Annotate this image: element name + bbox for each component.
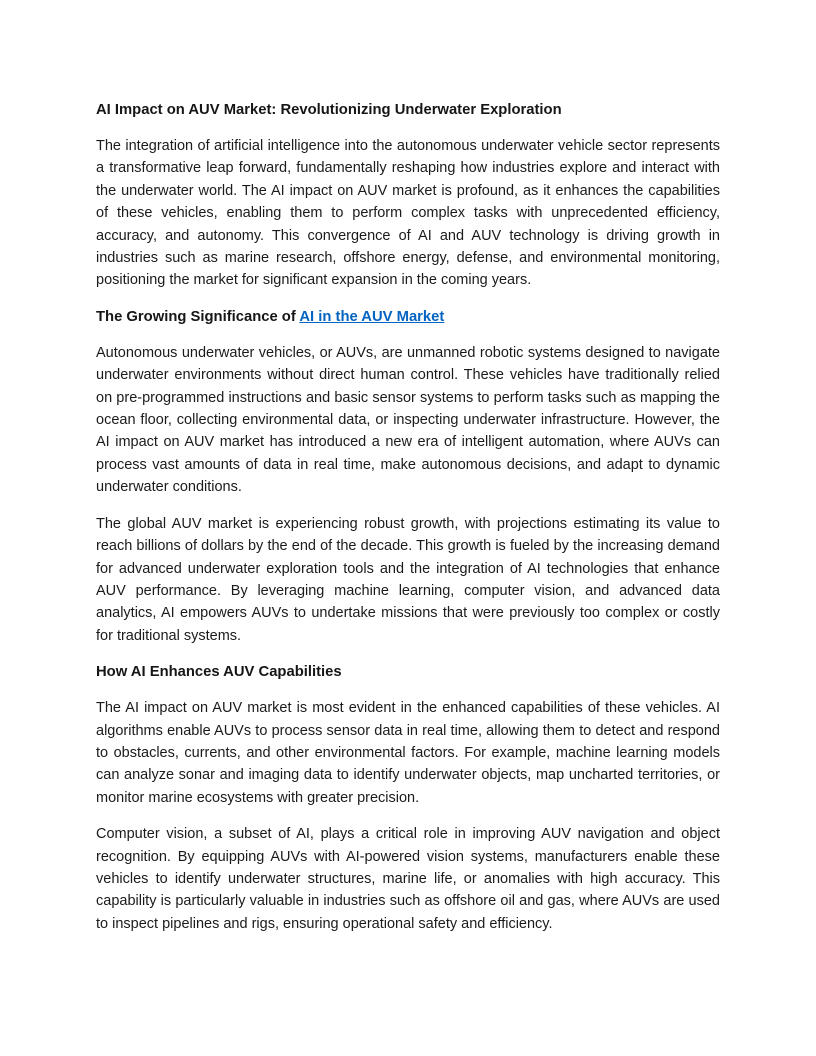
capabilities-paragraph-1: The AI impact on AUV market is most evident in the enhanced capabilities of these vehicles. AI algorithms enable AUVs to process sensor data in real time, allowing them to detect and respond to obstacles, currents, and other environmental factors. For example, machine learning models can analyze sonar and imaging data to identify underwater objects, map uncharted territories, or monitor marine ecosystems with greater precision.	[96, 700, 720, 806]
section-heading-growing-significance	[96, 306, 720, 328]
intro-paragraph: The integration of artificial intelligence into the autonomous underwater vehicle sector represents a transformative leap forward, fundamentally reshaping how industries explore and interact with the underwater world. The AI impact on AUV market is profound, as it enhances the capabilities of these vehicles, enabling them to perform complex tasks with unprecedented efficiency, accuracy, and autonomy. This convergence of AI and AUV technology is driving growth in industries such as marine research, offshore energy, defense, and environmental monitoring, positioning the market for significant expansion in the coming years.	[96, 138, 720, 289]
significance-paragraph-1: Autonomous underwater vehicles, or AUVs, are unmanned robotic systems designed to navigate underwater environments without direct human control. These vehicles have traditionally relied on pre-programmed instructions and basic sensor systems to perform tasks such as mapping the ocean floor, collecting environmental data, or inspecting underwater infrastructure. However, the AI impact on AUV market has introduced a new era of intelligent automation, where AUVs can process vast amounts of data in real time, make autonomous decisions, and adapt to dynamic underwater conditions.	[96, 344, 720, 496]
ai-auv-market-link[interactable]: AI in the AUV Market	[299, 308, 445, 325]
significance-paragraph-2: The global AUV market is experiencing robust growth, with projections estimating its value to reach billions of dollars by the end of the decade. This growth is fueled by the increasing demand for advanced underwater exploration tools and the integration of AI technologies that enhance AUV performance. By leveraging machine learning, computer vision, and advanced data analytics, AI empowers AUVs to undertake missions that were previously too complex or costly for traditional systems.	[96, 515, 720, 644]
article-title: AI Impact on AUV Market: Revolutionizing Underwater Exploration	[96, 102, 562, 118]
section-heading-text: The Growing Significance of	[96, 308, 300, 325]
capabilities-paragraph-2: Computer vision, a subset of AI, plays a critical role in improving AUV navigation and object recognition. By equipping AUVs with AI-powered vision systems, manufacturers enable these vehicles to identify underwater structures, marine life, or anomalies with high accuracy. This capability is particularly valuable in industries such as offshore oil and gas, where AUVs are used to inspect pipelines and rigs, ensuring operational safety and efficiency.	[96, 826, 720, 932]
section-heading-how-ai-enhances: How AI Enhances AUV Capabilities	[96, 664, 342, 681]
